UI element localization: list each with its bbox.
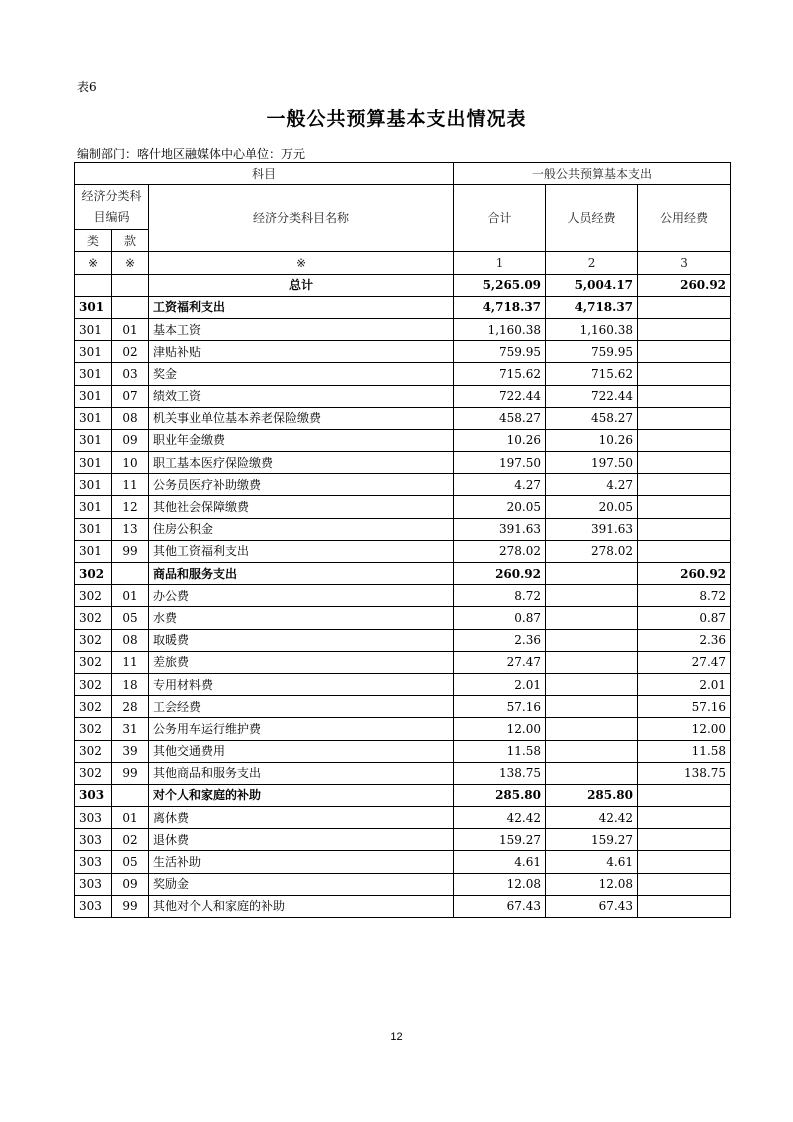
- personnel-cell: 4.27: [546, 474, 638, 496]
- table-row: [75, 895, 731, 917]
- item-name-cell: 住房公积金: [149, 518, 454, 540]
- category-row: [75, 563, 731, 585]
- total-cell: 278.02: [454, 540, 546, 562]
- public-cell: [638, 829, 731, 851]
- item-name-cell: 工会经费: [149, 696, 454, 718]
- item-name-cell: 机关事业单位基本养老保险缴费: [149, 407, 454, 429]
- lei-cell: 303: [75, 851, 112, 873]
- total-cell: 42.42: [454, 807, 546, 829]
- kuan-cell: 03: [112, 363, 149, 385]
- col1-label: 1: [454, 252, 546, 274]
- item-name-cell: 奖金: [149, 363, 454, 385]
- lei-cell: 302: [75, 696, 112, 718]
- total-cell: 2.36: [454, 629, 546, 651]
- total-cell: 285.80: [454, 784, 546, 806]
- budget-table-body: [75, 163, 731, 918]
- total-cell: 0.87: [454, 607, 546, 629]
- item-name-cell: 离休费: [149, 807, 454, 829]
- total-cell: 138.75: [454, 762, 546, 784]
- table-row: [75, 607, 731, 629]
- kuan-cell: 10: [112, 452, 149, 474]
- lei-cell: 302: [75, 585, 112, 607]
- public-cell: [638, 429, 731, 451]
- table-row: [75, 452, 731, 474]
- personnel-cell: 159.27: [546, 829, 638, 851]
- item-name-cell: 津贴补贴: [149, 341, 454, 363]
- item-name-cell: 公务员医疗补助缴费: [149, 474, 454, 496]
- personnel-cell: [546, 696, 638, 718]
- lei-cell: 301: [75, 429, 112, 451]
- public-cell: [638, 895, 731, 917]
- header-row-1: [75, 163, 731, 185]
- personnel-cell: 67.43: [546, 895, 638, 917]
- public-cell: [638, 318, 731, 340]
- total-cell: 1,160.38: [454, 318, 546, 340]
- item-name-cell: 职业年金缴费: [149, 429, 454, 451]
- lei-mark: ※: [75, 252, 112, 274]
- econ-name-header: 经济分类科目名称: [149, 185, 454, 252]
- kuan-cell: 31: [112, 718, 149, 740]
- kuan-cell: 08: [112, 629, 149, 651]
- kuan-cell: 18: [112, 673, 149, 695]
- total-cell: 759.95: [454, 341, 546, 363]
- total-cell: 27.47: [454, 651, 546, 673]
- table-number-label: 表6: [77, 80, 97, 94]
- kuan-mark: ※: [112, 252, 149, 274]
- total-cell: 2.01: [454, 673, 546, 695]
- table-row: [75, 651, 731, 673]
- item-name-cell: 其他社会保障缴费: [149, 496, 454, 518]
- public-cell: [638, 807, 731, 829]
- public-cell: [638, 452, 731, 474]
- personnel-cell: 759.95: [546, 341, 638, 363]
- table-row: [75, 829, 731, 851]
- table-row: [75, 474, 731, 496]
- table-row: [75, 496, 731, 518]
- lei-cell: 302: [75, 563, 112, 585]
- lei-cell: 301: [75, 474, 112, 496]
- total-cell: 715.62: [454, 363, 546, 385]
- personnel-cell: 458.27: [546, 407, 638, 429]
- kuan-cell: 39: [112, 740, 149, 762]
- table-row: [75, 518, 731, 540]
- kuan-cell: 11: [112, 651, 149, 673]
- item-name-cell: 基本工资: [149, 318, 454, 340]
- kuan-cell: [112, 784, 149, 806]
- kuan-cell: 09: [112, 429, 149, 451]
- public-cell: 57.16: [638, 696, 731, 718]
- total-cell: 391.63: [454, 518, 546, 540]
- total-cell: 67.43: [454, 895, 546, 917]
- personnel-cell: 42.42: [546, 807, 638, 829]
- total-cell: 4,718.37: [454, 296, 546, 318]
- personnel-cell: [546, 718, 638, 740]
- lei-cell: 301: [75, 407, 112, 429]
- table-row: [75, 429, 731, 451]
- lei-cell: 301: [75, 385, 112, 407]
- kuan-cell: 02: [112, 829, 149, 851]
- public-cell: 2.01: [638, 673, 731, 695]
- header-row-2: [75, 185, 731, 230]
- personnel-cell: 278.02: [546, 540, 638, 562]
- item-name-cell: 其他对个人和家庭的补助: [149, 895, 454, 917]
- personnel-cell: [546, 607, 638, 629]
- item-name-cell: 职工基本医疗保险缴费: [149, 452, 454, 474]
- table-row: [75, 762, 731, 784]
- public-cell: 8.72: [638, 585, 731, 607]
- personnel-cell: [546, 629, 638, 651]
- grand-total-row: [75, 274, 731, 296]
- personnel-cell: 20.05: [546, 496, 638, 518]
- item-name-cell: 工资福利支出: [149, 296, 454, 318]
- item-name-cell: 办公费: [149, 585, 454, 607]
- public-cell: [638, 385, 731, 407]
- grand-total-lei: [75, 274, 112, 296]
- table-row: [75, 851, 731, 873]
- public-cell: 260.92: [638, 563, 731, 585]
- public-cell: 27.47: [638, 651, 731, 673]
- lei-cell: 301: [75, 518, 112, 540]
- kuan-cell: 99: [112, 762, 149, 784]
- public-cell: [638, 407, 731, 429]
- total-cell: 159.27: [454, 829, 546, 851]
- category-row: [75, 784, 731, 806]
- subject-header: 科目: [75, 163, 454, 185]
- public-header: 公用经费: [638, 185, 731, 252]
- lei-cell: 301: [75, 496, 112, 518]
- personnel-cell: [546, 740, 638, 762]
- personnel-cell: [546, 563, 638, 585]
- personnel-cell: 722.44: [546, 385, 638, 407]
- total-cell: 20.05: [454, 496, 546, 518]
- item-name-cell: 其他商品和服务支出: [149, 762, 454, 784]
- table-row: [75, 740, 731, 762]
- kuan-cell: 11: [112, 474, 149, 496]
- kuan-cell: 09: [112, 873, 149, 895]
- item-name-cell: 商品和服务支出: [149, 563, 454, 585]
- lei-cell: 302: [75, 629, 112, 651]
- lei-cell: 302: [75, 673, 112, 695]
- public-cell: [638, 540, 731, 562]
- personnel-cell: 391.63: [546, 518, 638, 540]
- total-cell: 10.26: [454, 429, 546, 451]
- kuan-cell: 02: [112, 341, 149, 363]
- kuan-cell: 28: [112, 696, 149, 718]
- personnel-cell: 1,160.38: [546, 318, 638, 340]
- kuan-cell: 05: [112, 851, 149, 873]
- personnel-cell: [546, 762, 638, 784]
- page-number: 12: [390, 1031, 403, 1043]
- total-cell: 722.44: [454, 385, 546, 407]
- personnel-cell: 10.26: [546, 429, 638, 451]
- kuan-cell: [112, 563, 149, 585]
- item-name-cell: 差旅费: [149, 651, 454, 673]
- personnel-cell: [546, 673, 638, 695]
- total-cell: 8.72: [454, 585, 546, 607]
- lei-cell: 301: [75, 296, 112, 318]
- table-row: [75, 385, 731, 407]
- item-name-cell: 退休费: [149, 829, 454, 851]
- total-cell: 12.08: [454, 873, 546, 895]
- table-row: [75, 585, 731, 607]
- public-cell: 138.75: [638, 762, 731, 784]
- header-row-4: [75, 252, 731, 274]
- lei-cell: 301: [75, 452, 112, 474]
- table-row: [75, 341, 731, 363]
- kuan-cell: 05: [112, 607, 149, 629]
- personnel-cell: 12.08: [546, 873, 638, 895]
- total-cell: 11.58: [454, 740, 546, 762]
- table-row: [75, 807, 731, 829]
- kuan-cell: 99: [112, 895, 149, 917]
- lei-cell: 301: [75, 341, 112, 363]
- lei-cell: 303: [75, 784, 112, 806]
- public-cell: [638, 518, 731, 540]
- table-row: [75, 718, 731, 740]
- kuan-cell: 13: [112, 518, 149, 540]
- public-cell: [638, 474, 731, 496]
- table-row: [75, 363, 731, 385]
- grand-total-personnel: 5,004.17: [546, 274, 638, 296]
- total-cell: 260.92: [454, 563, 546, 585]
- col3-label: 3: [638, 252, 731, 274]
- table-row: [75, 873, 731, 895]
- table-row: [75, 407, 731, 429]
- item-name-cell: 其他工资福利支出: [149, 540, 454, 562]
- grand-total-amount: 5,265.09: [454, 274, 546, 296]
- page-title: 一般公共预算基本支出情况表: [266, 108, 527, 130]
- lei-cell: 301: [75, 318, 112, 340]
- grand-total-label: 总计: [149, 274, 454, 296]
- name-mark: ※: [149, 252, 454, 274]
- public-cell: [638, 873, 731, 895]
- kuan-cell: 07: [112, 385, 149, 407]
- lei-cell: 301: [75, 540, 112, 562]
- total-cell: 12.00: [454, 718, 546, 740]
- lei-cell: 302: [75, 651, 112, 673]
- econ-code-header: 经济分类科目编码: [75, 185, 149, 230]
- public-cell: 2.36: [638, 629, 731, 651]
- public-cell: [638, 496, 731, 518]
- public-cell: 0.87: [638, 607, 731, 629]
- lei-cell: 302: [75, 607, 112, 629]
- lei-cell: 303: [75, 895, 112, 917]
- personnel-cell: [546, 585, 638, 607]
- item-name-cell: 奖励金: [149, 873, 454, 895]
- item-name-cell: 公务用车运行维护费: [149, 718, 454, 740]
- kuan-cell: 99: [112, 540, 149, 562]
- kuan-cell: 01: [112, 807, 149, 829]
- public-cell: [638, 341, 731, 363]
- personnel-cell: [546, 651, 638, 673]
- item-name-cell: 其他交通费用: [149, 740, 454, 762]
- personnel-header: 人员经费: [546, 185, 638, 252]
- table-row: [75, 318, 731, 340]
- total-cell: 57.16: [454, 696, 546, 718]
- public-cell: 11.58: [638, 740, 731, 762]
- kuan-cell: 01: [112, 585, 149, 607]
- item-name-cell: 绩效工资: [149, 385, 454, 407]
- personnel-cell: 197.50: [546, 452, 638, 474]
- total-cell: 197.50: [454, 452, 546, 474]
- personnel-cell: 4.61: [546, 851, 638, 873]
- public-cell: [638, 363, 731, 385]
- kuan-cell: 01: [112, 318, 149, 340]
- table-row: [75, 629, 731, 651]
- total-cell: 4.27: [454, 474, 546, 496]
- budget-group-header: 一般公共预算基本支出: [454, 163, 731, 185]
- grand-total-kuan: [112, 274, 149, 296]
- lei-cell: 302: [75, 762, 112, 784]
- kuan-cell: 12: [112, 496, 149, 518]
- total-cell: 4.61: [454, 851, 546, 873]
- kuan-cell: 08: [112, 407, 149, 429]
- table-row: [75, 696, 731, 718]
- lei-cell: 302: [75, 740, 112, 762]
- item-name-cell: 取暖费: [149, 629, 454, 651]
- public-cell: [638, 851, 731, 873]
- kuan-header: 款: [112, 230, 149, 252]
- lei-cell: 303: [75, 829, 112, 851]
- lei-cell: 302: [75, 718, 112, 740]
- grand-total-public: 260.92: [638, 274, 731, 296]
- item-name-cell: 对个人和家庭的补助: [149, 784, 454, 806]
- total-header: 合计: [454, 185, 546, 252]
- lei-header: 类: [75, 230, 112, 252]
- item-name-cell: 专用材料费: [149, 673, 454, 695]
- public-cell: 12.00: [638, 718, 731, 740]
- public-cell: [638, 296, 731, 318]
- lei-cell: 303: [75, 873, 112, 895]
- lei-cell: 303: [75, 807, 112, 829]
- kuan-cell: [112, 296, 149, 318]
- public-cell: [638, 784, 731, 806]
- personnel-cell: 285.80: [546, 784, 638, 806]
- budget-table: [74, 162, 731, 918]
- table-row: [75, 673, 731, 695]
- lei-cell: 301: [75, 363, 112, 385]
- department-unit-line: 编制部门：喀什地区融媒体中心单位：万元: [77, 147, 306, 161]
- total-cell: 458.27: [454, 407, 546, 429]
- category-row: [75, 296, 731, 318]
- col2-label: 2: [546, 252, 638, 274]
- table-row: [75, 540, 731, 562]
- personnel-cell: 4,718.37: [546, 296, 638, 318]
- personnel-cell: 715.62: [546, 363, 638, 385]
- item-name-cell: 生活补助: [149, 851, 454, 873]
- item-name-cell: 水费: [149, 607, 454, 629]
